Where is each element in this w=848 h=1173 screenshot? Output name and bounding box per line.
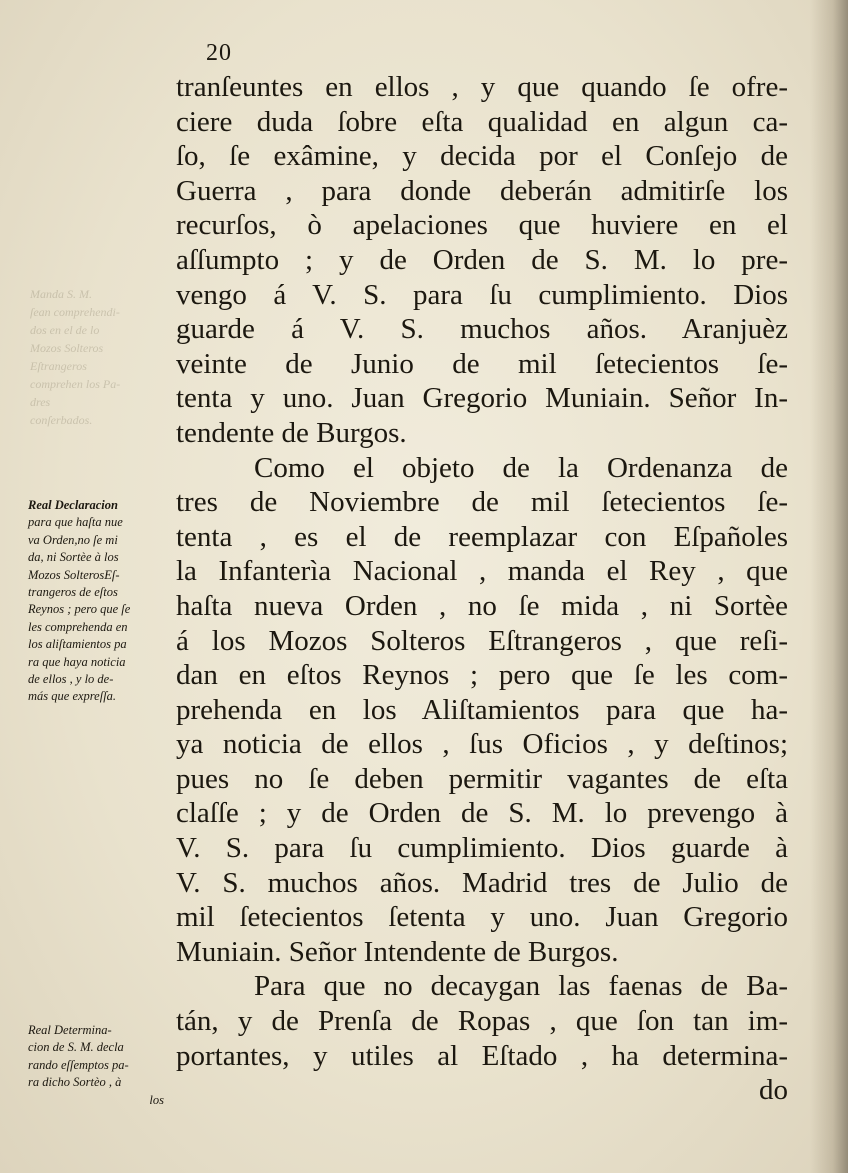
- text-line: aſſumpto ; y de Orden de S. M. lo pre-: [176, 243, 788, 276]
- catchword: do: [759, 1074, 788, 1107]
- text-line: haſta nueva Orden , no ſe mida , ni Sortèe: [176, 589, 788, 622]
- margin-note-line: más que expreſſa.: [28, 689, 117, 704]
- text-line: la Infanterìa Nacional , manda el Rey , que: [176, 555, 788, 588]
- margin-note-line: Real Declaracion: [28, 498, 118, 512]
- text-line: veinte de Junio de mil ſetecientos ſe-: [176, 347, 788, 380]
- text-line: tán, y de Prenſa de Ropas , que ſon tan im-: [176, 1005, 788, 1038]
- text-line: claſſe ; y de Orden de S. M. lo prevengo à: [176, 797, 788, 830]
- body-text: [176, 70, 788, 1108]
- text-line: portantes, y utiles al Eſtado , ha determina-: [176, 1039, 788, 1072]
- margin-note-line: ra que haya noticia: [28, 654, 126, 669]
- text-line: mil ſetecientos ſetenta y uno. Juan Gregorio: [176, 901, 788, 934]
- text-line: guarde á V. S. muchos años. Aranjuèz: [176, 313, 788, 346]
- text-line: tenta y uno. Juan Gregorio Muniain. Señor In-: [176, 382, 788, 415]
- margin-note-line: Real Determina-: [28, 1023, 112, 1037]
- text-line: Muniain. Señor Intendente de Burgos.: [176, 935, 619, 968]
- margin-note-line: va Orden,no ſe mi: [28, 532, 118, 547]
- margin-note-line: les comprehenda en: [28, 619, 128, 634]
- paragraph-start: Para que no decaygan las faenas de Ba-: [254, 970, 788, 1003]
- text-line: ciere duda ſobre eſta qualidad en algun ca-: [176, 105, 788, 138]
- margin-note-line: trangeros de eſtos: [28, 585, 118, 600]
- margin-note-line: ra dicho Sortèo , à: [28, 1075, 122, 1090]
- margin-note-declaracion: [28, 497, 168, 706]
- text-line: V. S. muchos años. Madrid tres de Julio de: [176, 866, 788, 899]
- text-line: ya noticia de ellos , ſus Oficios , y deſtinos;: [176, 728, 788, 761]
- paragraph-start: Como el objeto de la Ordenanza de: [254, 451, 788, 484]
- text-line: prehenda en los Aliſtamientos para que ha-: [176, 693, 788, 726]
- bleed-through-margin: Manda S. M. ſean comprehendi- dos en el de lo Mozos Solteros Eſtrangeros comprehen los Pa- dres conſerbados.: [30, 287, 121, 427]
- text-line: Guerra , para donde deberán admitirſe los: [176, 174, 788, 207]
- margin-note-line: los aliſtamientos pa: [28, 637, 127, 652]
- text-line: ſo, ſe exâmine, y decida por el Conſejo de: [176, 140, 788, 173]
- text-line: V. S. para ſu cumplimiento. Dios guarde à: [176, 832, 788, 865]
- margin-note-line: los: [149, 1092, 164, 1107]
- text-line: pues no ſe deben permitir vagantes de eſta: [176, 762, 788, 795]
- margin-note-line: da, ni Sortèe à los: [28, 550, 119, 565]
- page-number: 20: [206, 40, 232, 66]
- margin-note-line: rando eſſemptos pa-: [28, 1057, 129, 1072]
- text-line: á los Mozos Solteros Eſtrangeros , que reſi-: [176, 624, 788, 657]
- page-edge-shadow: [810, 0, 848, 1173]
- text-line: tenta , es el de reemplazar con Eſpañoles: [176, 520, 788, 553]
- margin-note-determinacion: [28, 1022, 168, 1109]
- text-line: tres de Noviembre de mil ſetecientos ſe-: [176, 486, 788, 519]
- margin-note-line: Reynos ; pero que ſe: [28, 602, 131, 617]
- text-line: recurſos, ò apelaciones que huviere en el: [176, 209, 788, 242]
- margin-note-line: para que haſta nue: [28, 515, 123, 530]
- text-line: tendente de Burgos.: [176, 416, 407, 449]
- text-line: vengo á V. S. para ſu cumplimiento. Dios: [176, 278, 788, 311]
- margin-note-line: de ellos , y lo de-: [28, 672, 114, 687]
- margin-note-line: Mozos SolterosEſ-: [28, 567, 120, 582]
- text-line: dan en eſtos Reynos ; pero que ſe les com-: [176, 659, 788, 692]
- text-line: tranſeuntes en ellos , y que quando ſe ofre-: [176, 71, 788, 103]
- margin-note-line: cion de S. M. decla: [28, 1040, 124, 1055]
